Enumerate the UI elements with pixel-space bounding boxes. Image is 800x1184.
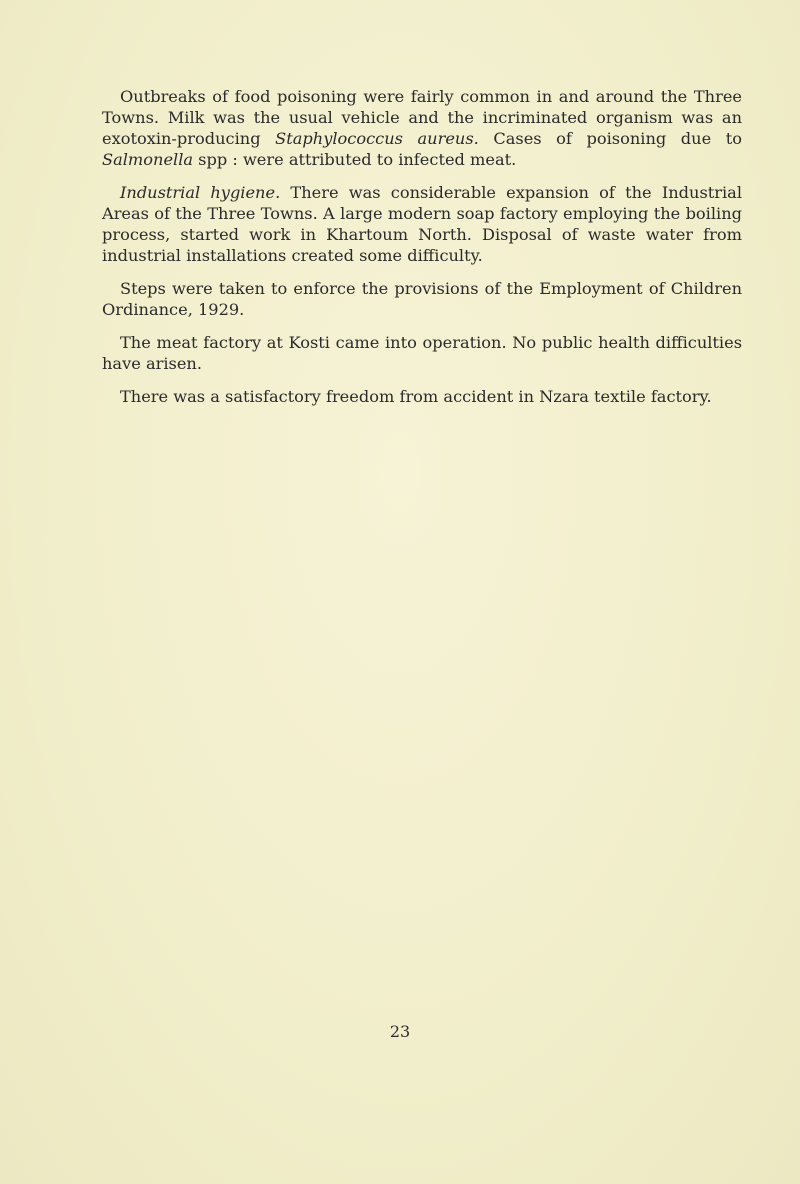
text-segment: Steps were taken to enforce the provisions of the Employment of Children Ordinance, 1929. [102, 279, 742, 319]
text-segment: The meat factory at Kosti came into operation. No public health difficulties have arisen. [102, 333, 742, 373]
section-heading: Industrial hygiene. [120, 183, 281, 202]
text-segment: Outbreaks of food poisoning were fairly common in and around the Three Towns. Milk was the usual vehicle and the incriminated organism was an exotoxin-producing [102, 87, 742, 148]
text-segment: Cases of poisoning due to [478, 129, 743, 148]
paragraph-food-poisoning [102, 86, 742, 170]
paragraph-textile-factory [102, 386, 742, 407]
body-text [102, 86, 742, 419]
text-segment: There was considerable expansion of the Industrial Areas of the Three Towns. A large modern soap factory employing the boiling process, started work in Khartoum North. Disposal of waste water from industrial installations created some difficulty. [102, 183, 742, 265]
text-segment: There was a satisfactory freedom from accident in Nzara textile factory. [120, 387, 712, 406]
organism-name: Salmonella [102, 150, 194, 169]
text-segment: spp : were attributed to infected meat. [193, 150, 517, 169]
paragraph-employment-ordinance [102, 278, 742, 320]
page-number: 23 [389, 1022, 411, 1041]
organism-name: Staphylococcus aureus. [275, 129, 479, 148]
paragraph-industrial-hygiene [102, 182, 742, 266]
paragraph-meat-factory [102, 332, 742, 374]
